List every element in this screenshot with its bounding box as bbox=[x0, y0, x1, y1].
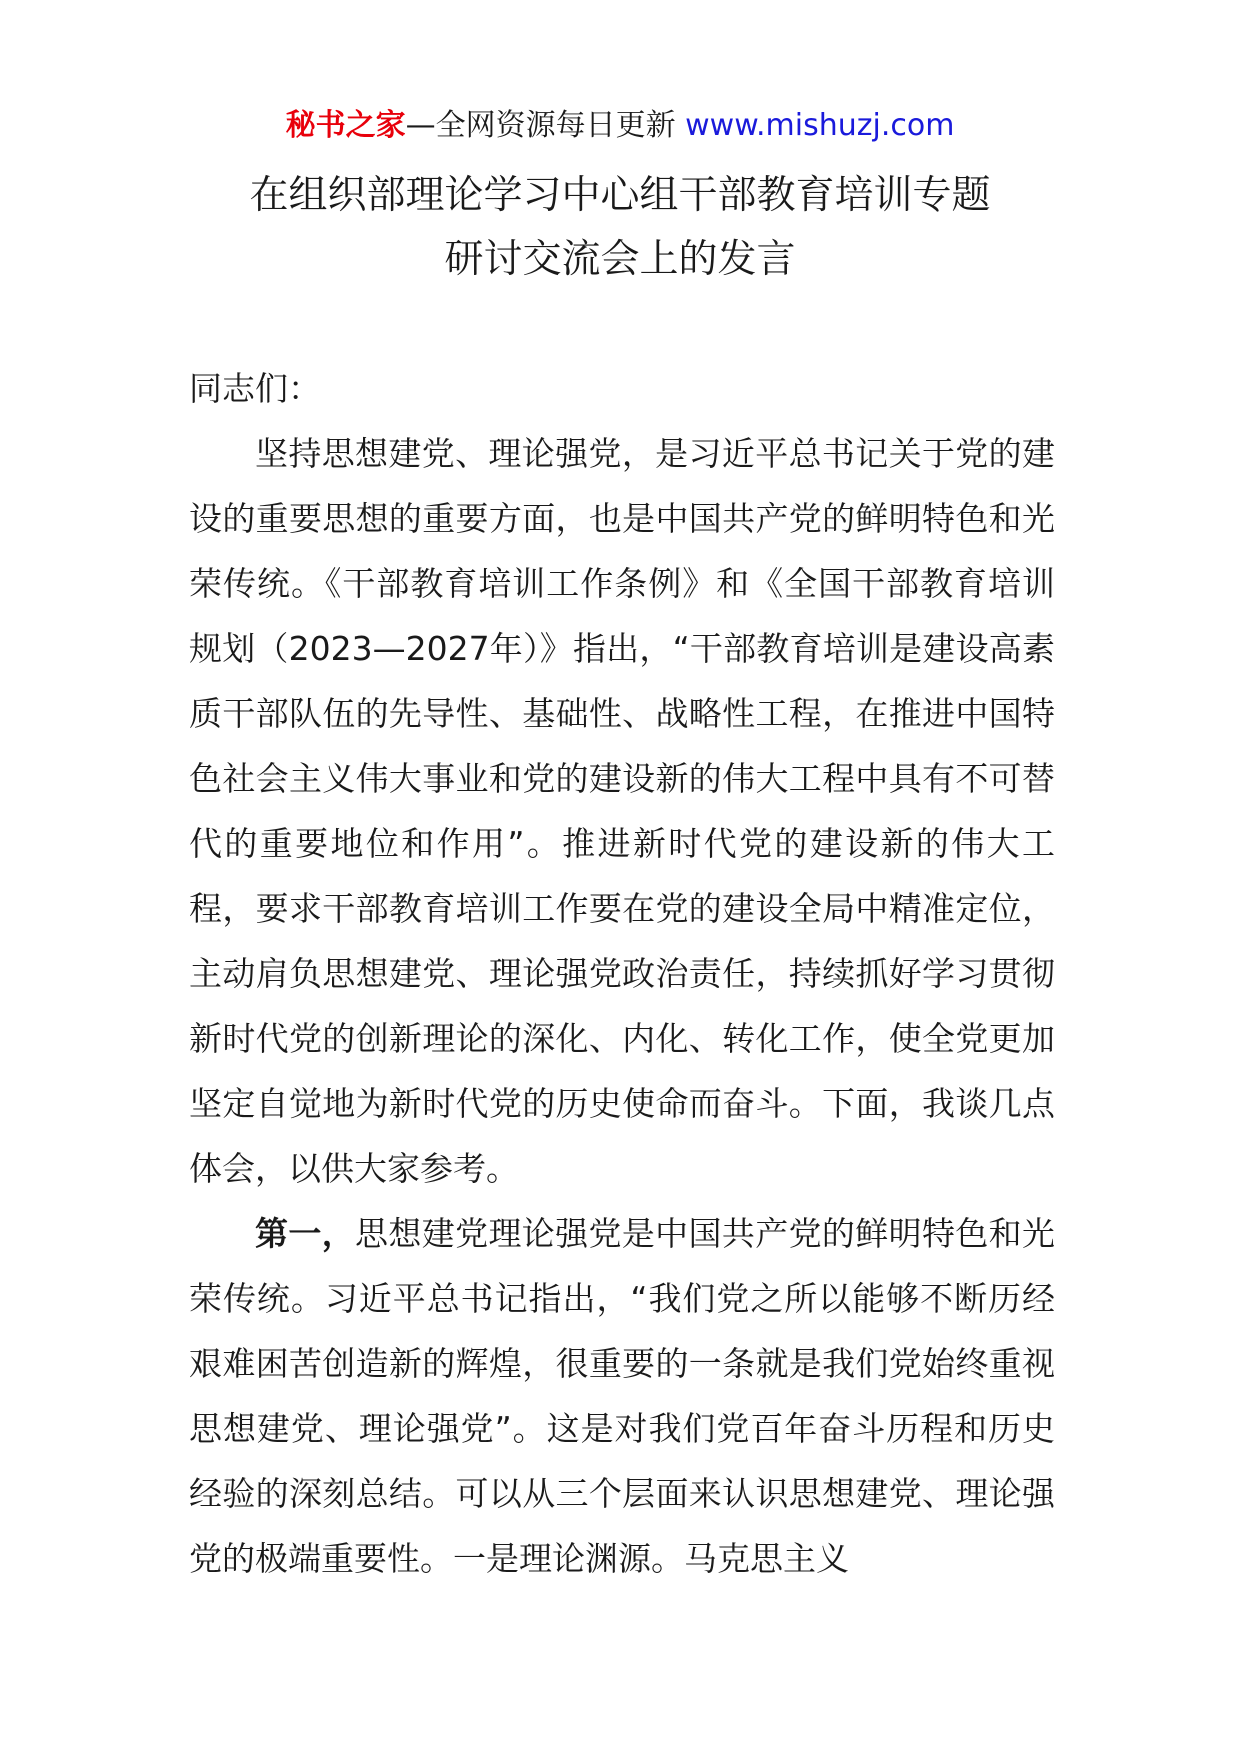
title-line-2: 研讨交流会上的发言 bbox=[444, 237, 796, 282]
site-url-link[interactable]: www.mishuzj.com bbox=[685, 108, 955, 143]
paragraph-2-lead: 第一， bbox=[255, 1214, 356, 1253]
site-slogan: —全网资源每日更新 bbox=[405, 108, 686, 143]
paragraph-1: 坚持思想建党、理论强党，是习近平总书记关于党的建设的重要思想的重要方面，也是中国共产党的鲜明特色和光荣传统。《干部教育培训工作条例》和《全国干部教育培训规划（2023—2027年）》指出，“干部教育培训是建设高素质干部队伍的先导性、基础性、战略性工程，在推进中国特色社会主义伟大事业和党的建设新的伟大工程中具有不可替代的重要地位和作用”。推进新时代党的建设新的伟大工程，要求干部教育培训工作要在党的建设全局中精准定位，主动肩负思想建党、理论强党政治责任，持续抓好学习贯彻新时代党的创新理论的深化、内化、转化工作，使全党更加坚定自觉地为新时代党的历史使命而奋斗。下面，我谈几点体会，以供大家参考。 bbox=[189, 434, 1055, 1188]
site-name: 秘书之家 bbox=[285, 108, 406, 143]
document-body bbox=[189, 356, 1055, 1591]
site-banner bbox=[0, 104, 1240, 148]
document-title bbox=[0, 164, 1240, 292]
title-line-1: 在组织部理论学习中心组干部教育培训专题 bbox=[249, 173, 991, 218]
salutation: 同志们： bbox=[189, 369, 321, 408]
paragraph-2 bbox=[189, 1201, 1055, 1591]
paragraph-2-text: 思想建党理论强党是中国共产党的鲜明特色和光荣传统。习近平总书记指出，“我们党之所以能够不断历经艰难困苦创造新的辉煌，很重要的一条就是我们党始终重视思想建党、理论强党”。这是对我们党百年奋斗历程和历史经验的深刻总结。可以从三个层面来认识思想建党、理论强党的极端重要性。一是理论渊源。马克思主义 bbox=[189, 1214, 1056, 1578]
